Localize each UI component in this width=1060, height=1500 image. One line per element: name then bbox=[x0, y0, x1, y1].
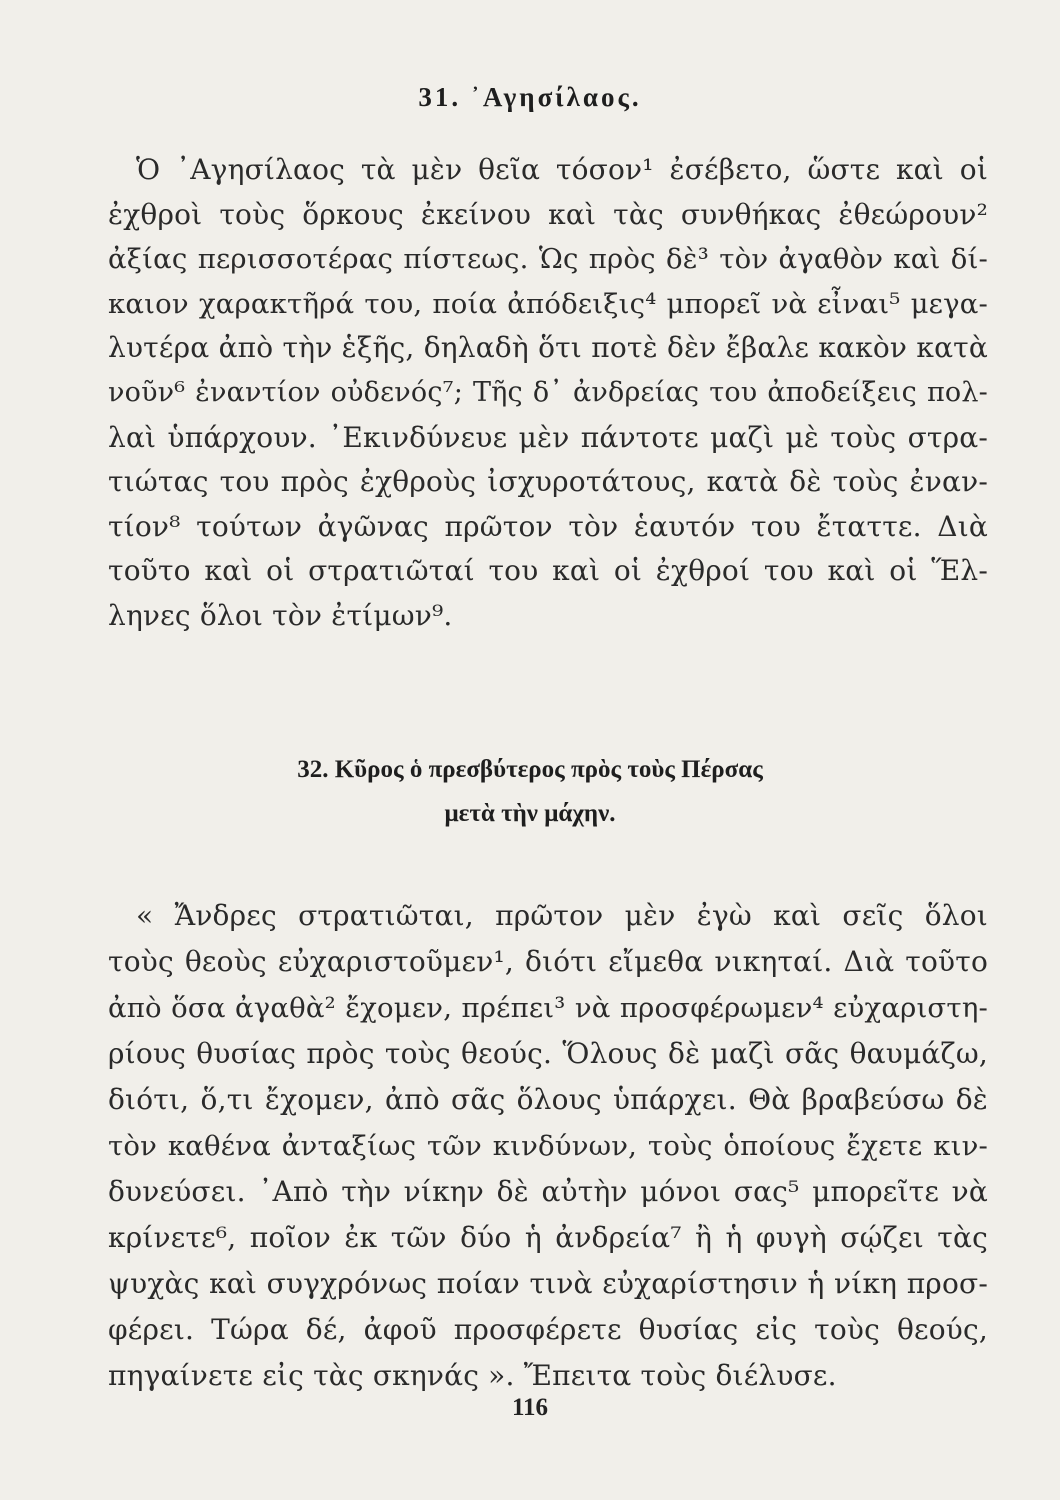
text-line: τίον⁸ τούτων ἀγῶνας πρῶτον τὸν ἑαυτόν του ἔταττε. Διὰ bbox=[108, 509, 988, 543]
text-line: ἀξίας περισσοτέρας πίστεως. Ὡς πρὸς δὲ³ τὸν ἀγαθὸν καὶ δί- bbox=[108, 243, 988, 276]
text-line: Ὁ ᾿Αγησίλαος τὰ μὲν θεῖα τόσον¹ ἐσέβετο, ὥστε καὶ οἱ bbox=[136, 153, 988, 186]
text-line: κρίνετε⁶, ποῖον ἐκ τῶν δύο ἡ ἀνδρεία⁷ ἢ ἡ φυγὴ σῴζει τὰς bbox=[108, 1221, 988, 1254]
text-line: ληνες ὅλοι τὸν ἐτίμων⁹. bbox=[108, 598, 453, 632]
section-31-paragraph bbox=[108, 148, 988, 639]
text-line: φέρει. Τώρα δέ, ἀφοῦ προσφέρετε θυσίας εἰς τοὺς θεούς, bbox=[108, 1313, 988, 1346]
text-line: τὸν καθένα ἀνταξίως τῶν κινδύνων, τοὺς ὁποίους ἔχετε κιν- bbox=[108, 1130, 988, 1162]
text-line: « Ἄνδρες στρατιῶται, πρῶτον μὲν ἐγὼ καὶ σεῖς ὅλοι bbox=[136, 899, 988, 932]
text-line: ψυχὰς καὶ συγχρόνως ποίαν τινὰ εὐχαρίστησιν ἡ νίκη προσ- bbox=[108, 1267, 988, 1300]
text-line: δυνεύσει. ᾿Απὸ τὴν νίκην δὲ αὐτὴν μόνοι σας⁵ μπορεῖτε νὰ bbox=[108, 1175, 988, 1208]
text-line: τιώτας του πρὸς ἐχθροὺς ἰσχυροτάτους, κατὰ δὲ τοὺς ἐναν- bbox=[108, 465, 988, 499]
text-line: καιον χαρακτῆρά του, ποία ἀπόδειξις⁴ μπορεῖ νὰ εἶναι⁵ μεγα- bbox=[108, 287, 988, 320]
section-32-paragraph bbox=[108, 893, 988, 1399]
section-32-heading bbox=[0, 748, 1060, 836]
section-32-heading-line-1: 32. Κῦρος ὁ πρεσβύτερος πρὸς τοὺς Πέρσας bbox=[297, 756, 763, 783]
section-32-heading-line-2: μετὰ τὴν μάχην. bbox=[444, 800, 616, 827]
text-line: νοῦν⁶ ἐναντίον οὐδενός⁷; Τῆς δ᾿ ἀνδρείας του ἀποδείξεις πολ- bbox=[108, 376, 988, 408]
text-line: λυτέρα ἀπὸ τὴν ἑξῆς, δηλαδὴ ὅτι ποτὲ δὲν ἔβαλε κακὸν κατὰ bbox=[108, 331, 988, 365]
page-number: 116 bbox=[511, 1394, 549, 1421]
section-31-heading: 31. ᾿Αγησίλαος. bbox=[418, 82, 642, 112]
text-line: τοὺς θεοὺς εὐχαριστοῦμεν¹, διότι εἴμεθα νικηταί. Διὰ τοῦτο bbox=[108, 945, 988, 978]
text-line: τοῦτο καὶ οἱ στρατιῶταί του καὶ οἱ ἐχθροί του καὶ οἱ Ἕλ- bbox=[108, 554, 988, 588]
text-line: ἐχθροὶ τοὺς ὅρκους ἐκείνου καὶ τὰς συνθήκας ἐθεώρουν² bbox=[108, 197, 988, 231]
text-line: ἀπὸ ὅσα ἀγαθὰ² ἔχομεν, πρέπει³ νὰ προσφέρωμεν⁴ εὐχαριστη- bbox=[108, 992, 988, 1024]
text-line: ρίους θυσίας πρὸς τοὺς θεούς. Ὅλους δὲ μαζὶ σᾶς θαυμάζω, bbox=[108, 1037, 988, 1070]
text-line: πηγαίνετε εἰς τὰς σκηνάς ». Ἔπειτα τοὺς διέλυσε. bbox=[108, 1359, 837, 1392]
text-line: διότι, ὅ,τι ἔχομεν, ἀπὸ σᾶς ὅλους ὑπάρχει. Θὰ βραβεύσω δὲ bbox=[108, 1083, 988, 1116]
text-line: λαὶ ὑπάρχουν. ᾿Εκινδύνευε μὲν πάντοτε μαζὶ μὲ τοὺς στρα- bbox=[108, 420, 988, 454]
